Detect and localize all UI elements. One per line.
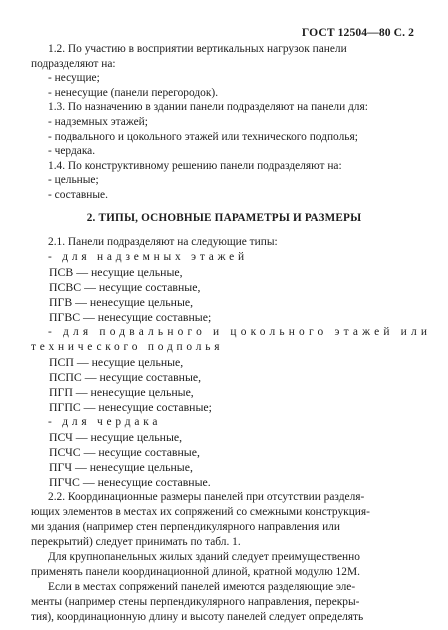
type-item: ПГВС — ненесущие составные; [49, 310, 212, 324]
page-header: ГОСТ 12504—80 С. 2 [301, 26, 414, 39]
group-label: - для надземных этажей [48, 251, 248, 263]
type-item: ПСПС — несущие составные, [49, 370, 202, 384]
type-item: ПГПС — ненесущие составные; [49, 400, 212, 414]
type-item: ПСВ — несущие цельные, [49, 265, 183, 279]
list-item: - ненесущие (панели перегородок). [48, 87, 219, 99]
type-item: ПГЧС — ненесущие составные. [49, 475, 211, 489]
type-item: ПСЧС — несущие составные, [49, 445, 200, 459]
list-item: - цельные; [48, 174, 99, 186]
paragraph-line: менты (например стены перпендикулярного направления, перекры- [31, 596, 360, 608]
paragraph-line: 1.2. По участию в восприятии вертикальных нагрузок панели [48, 43, 347, 55]
paragraph-line: 2.2. Координационные размеры панелей при отсутствии разделя- [48, 491, 365, 503]
type-item: ПСВС — несущие составные, [49, 280, 201, 294]
group-label: - для чердака [48, 416, 162, 428]
paragraph-line: подразделяют на: [31, 58, 116, 70]
group-label: - для подвального и цокольного этажей или [48, 326, 432, 338]
group-label: технического подполья [31, 341, 224, 353]
list-item: - подвального и цокольного этажей или технического подполья; [48, 131, 358, 143]
paragraph-line: 2.1. Панели подразделяют на следующие типы: [48, 236, 278, 248]
paragraph-line: ми здания (например стен перпендикулярного направления или [31, 521, 340, 533]
list-item: - составные. [48, 189, 108, 201]
section-heading: 2. ТИПЫ, ОСНОВНЫЕ ПАРАМЕТРЫ И РАЗМЕРЫ [86, 212, 362, 224]
paragraph-line: применять панели координационной длиной, кратной модулю 12М. [31, 566, 360, 578]
type-item: ПСП — несущие цельные, [49, 355, 184, 369]
type-item: ПГЧ — ненесущие цельные, [49, 460, 193, 474]
paragraph-line: Для крупнопанельных жилых зданий следует преимущественно [48, 551, 360, 563]
paragraph-line: перекрытий) следует принимать по табл. 1. [31, 536, 241, 548]
paragraph-line: 1.3. По назначению в здании панели подразделяют на панели для: [48, 101, 368, 113]
paragraph-line: 1.4. По конструктивному решению панели подразделяют на: [48, 160, 342, 172]
paragraph-line: Если в местах сопряжений панелей имеются разделяющие эле- [48, 581, 356, 593]
paragraph-line: тия), координационную длину и высоту панелей следует определять [31, 611, 364, 623]
type-item: ПГВ — ненесущие цельные, [49, 295, 194, 309]
type-item: ПГП — ненесущие цельные, [49, 385, 194, 399]
type-item: ПСЧ — несущие цельные, [49, 430, 183, 444]
paragraph-line: ющих элементов в местах их сопряжений со смежными конструкция- [31, 506, 370, 518]
list-item: - надземных этажей; [48, 116, 148, 128]
list-item: - чердака. [48, 145, 96, 157]
list-item: - несущие; [48, 72, 100, 84]
